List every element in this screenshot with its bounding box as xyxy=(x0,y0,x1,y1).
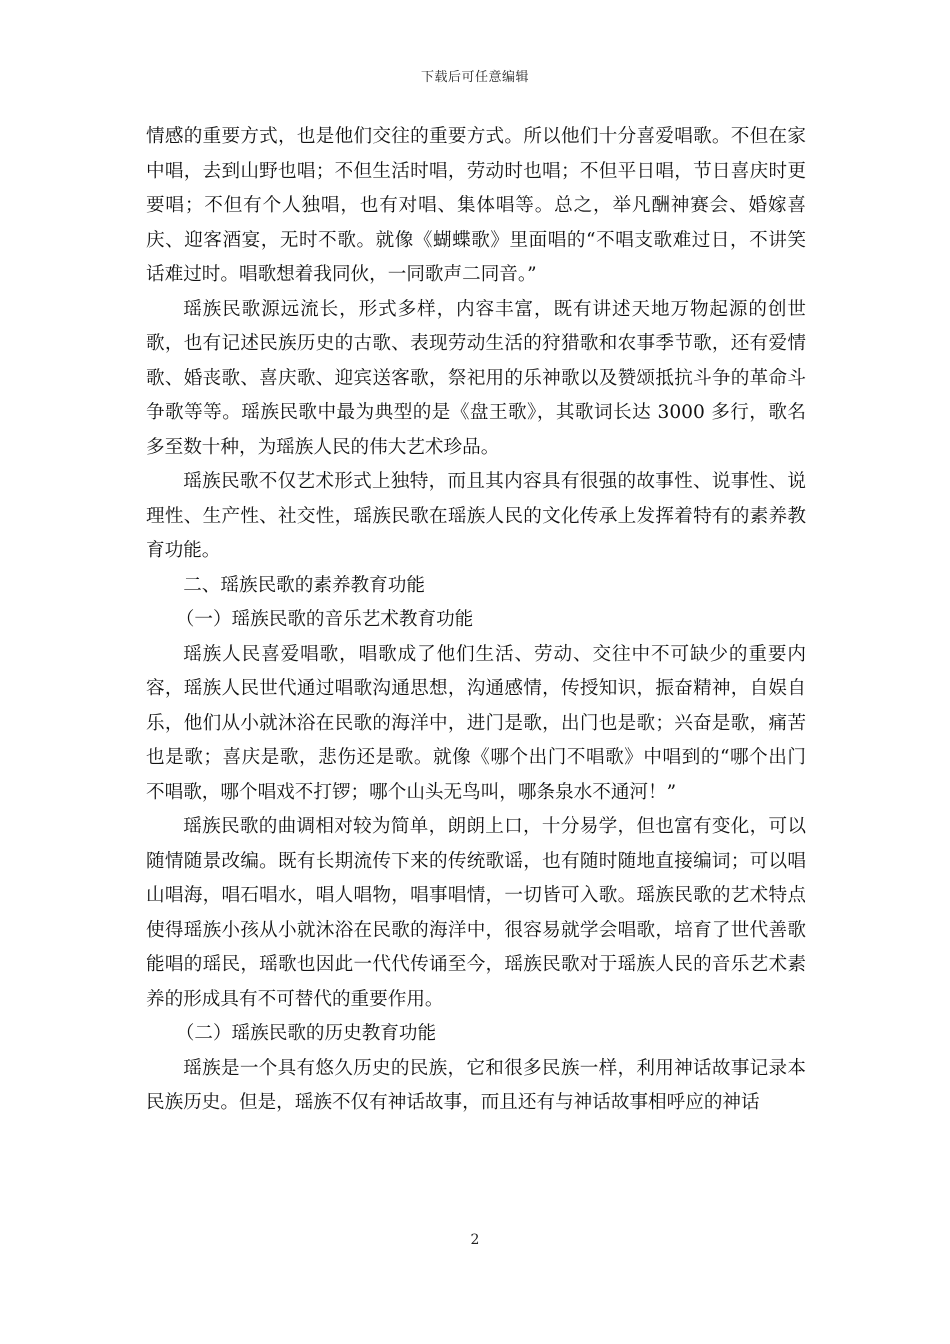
subsection-heading: （二）瑶族民歌的历史教育功能 xyxy=(175,1023,437,1044)
document-body xyxy=(146,120,806,1121)
subsection-heading: （一）瑶族民歌的音乐艺术教育功能 xyxy=(175,609,474,630)
paragraph: 瑶族人民喜爱唱歌，唱歌成了他们生活、劳动、交往中不可缺少的重要内容，瑶族人民世代通过唱歌沟通思想，沟通感情，传授知识，振奋精神，自娱自乐，他们从小就沐浴在民歌的海洋中，进门是歌，出门也是歌；兴奋是歌，痛苦也是歌；喜庆是歌，悲伤还是歌。就像《哪个出门不唱歌》中唱到的“哪个出门不唱歌，哪个唱戏不打锣；哪个山头无鸟叫，哪条泉水不通河！” xyxy=(146,643,806,803)
paragraph: 瑶族是一个具有悠久历史的民族，它和很多民族一样，利用神话故事记录本民族历史。但是，瑶族不仅有神话故事，而且还有与神话故事相呼应的神话 xyxy=(146,1057,806,1113)
page-number: 2 xyxy=(470,1232,480,1248)
paragraph: 瑶族民歌的曲调相对较为简单，朗朗上口，十分易学，但也富有变化，可以随情随景改编。既有长期流传下来的传统歌谣，也有随时随地直接编词；可以唱山唱海，唱石唱水，唱人唱物，唱事唱情，一切皆可入歌。瑶族民歌的艺术特点使得瑶族小孩从小就沐浴在民歌的海洋中，很容易就学会唱歌，培育了世代善歌能唱的瑶民，瑶歌也因此一代代传诵至今，瑶族民歌对于瑶族人民的音乐艺术素养的形成具有不可替代的重要作用。 xyxy=(146,816,806,1010)
paragraph-continuation: 情感的重要方式，也是他们交往的重要方式。所以他们十分喜爱唱歌。不但在家中唱，去到山野也唱；不但生活时唱，劳动时也唱；不但平日唱，节日喜庆时更要唱；不但有个人独唱，也有对唱、集体唱等。总之，举凡酬神赛会、婚嫁喜庆、迎客酒宴，无时不歌。就像《蝴蝶歌》里面唱的“不唱支歌难过日，不讲笑话难过时。唱歌想着我同伙，一同歌声二同音。” xyxy=(146,126,806,285)
page-header: 下载后可任意编辑 xyxy=(420,70,529,85)
section-heading: 二、瑶族民歌的素养教育功能 xyxy=(183,574,425,596)
paragraph: 瑶族民歌不仅艺术形式上独特，而且其内容具有很强的故事性、说事性、说理性、生产性、社交性，瑶族民歌在瑶族人民的文化传承上发挥着特有的素养教育功能。 xyxy=(146,471,806,561)
paragraph: 瑶族民歌源远流长，形式多样，内容丰富，既有讲述天地万物起源的创世歌，也有记述民族历史的古歌、表现劳动生活的狩猎歌和农事季节歌，还有爱情歌、婚丧歌、喜庆歌、迎宾送客歌，祭祀用的乐神歌以及赞颂抵抗斗争的革命斗争歌等等。瑶族民歌中最为典型的是《盘王歌》，其歌词长达 3000 多行，歌名多至数十种，为瑶族人民的伟大艺术珍品。 xyxy=(146,298,806,458)
